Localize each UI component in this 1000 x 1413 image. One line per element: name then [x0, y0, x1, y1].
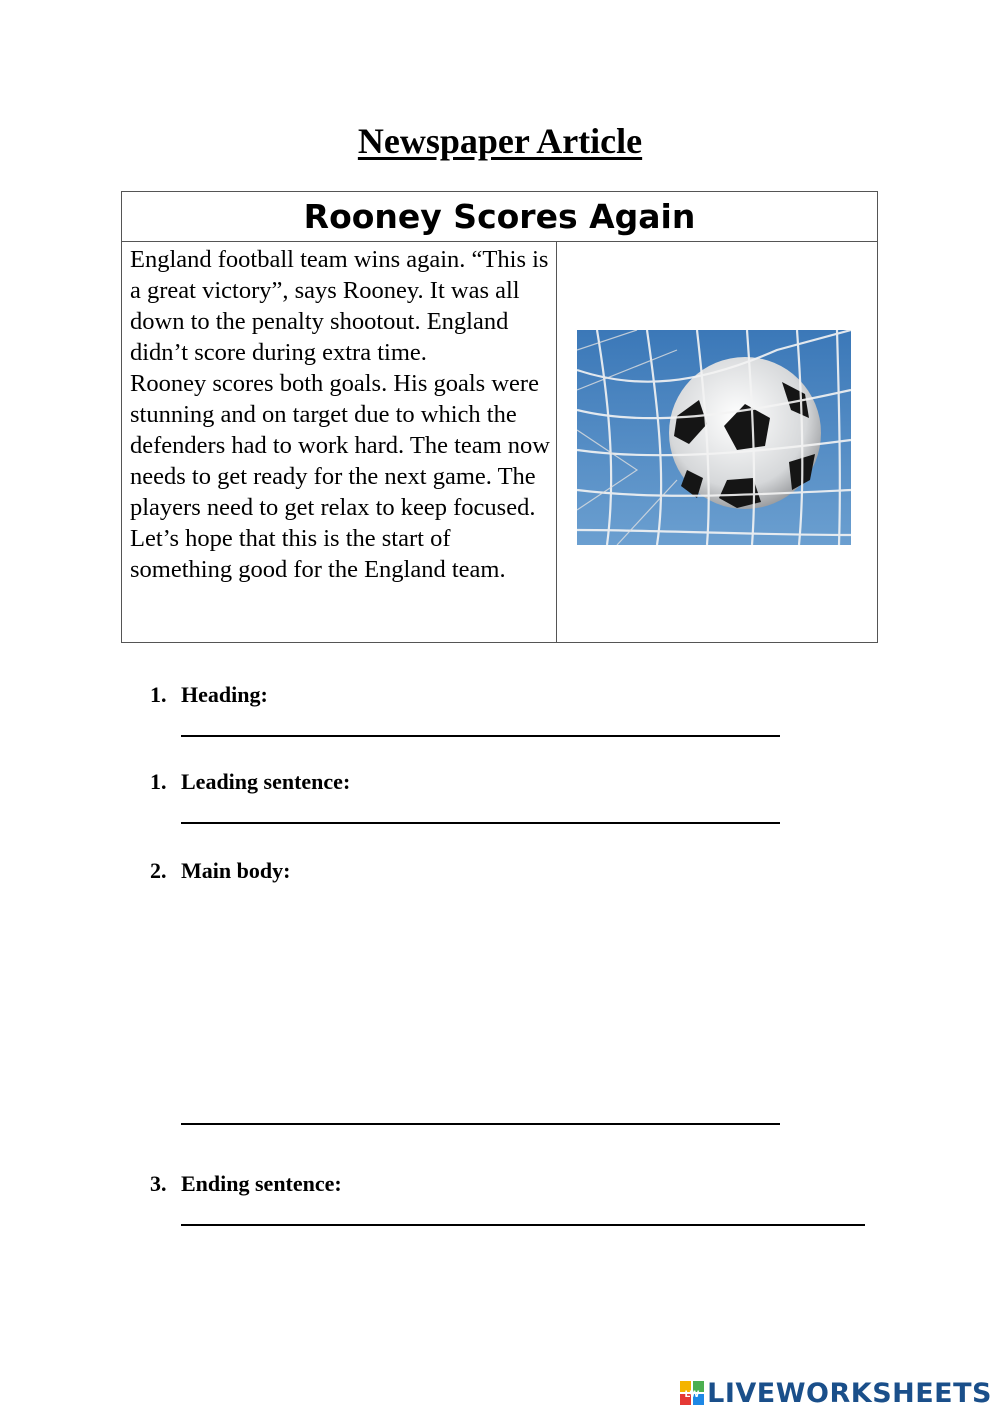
article-headline: Rooney Scores Again — [122, 192, 877, 242]
page-title: Newspaper Article — [357, 121, 643, 161]
question-label: Leading sentence: — [181, 769, 351, 794]
soccer-ball-photo — [577, 330, 851, 545]
article-paragraph: Let’s hope that this is the start of something good for the England team. — [130, 525, 506, 583]
liveworksheets-brand — [679, 1377, 992, 1409]
answer-line-main-body[interactable] — [181, 1123, 780, 1125]
article-image-cell — [557, 242, 877, 642]
question-number: 1. — [150, 769, 167, 794]
answer-line-heading[interactable] — [181, 735, 780, 737]
liveworksheets-logo-icon — [679, 1380, 705, 1406]
question-number: 3. — [150, 1171, 167, 1196]
question-number: 2. — [150, 858, 167, 883]
answer-line-ending-sentence[interactable] — [181, 1224, 865, 1226]
question-number: 1. — [150, 682, 167, 707]
article-body — [122, 242, 557, 642]
question-label: Heading: — [181, 682, 268, 707]
question-label: Main body: — [181, 858, 291, 883]
article-paragraph: England football team wins again. “This is a great victory”, says Rooney. It was all down to the penalty shootout. England didn’t score during extra time. — [130, 246, 549, 366]
svg-text:LW: LW — [684, 1390, 700, 1400]
answer-line-leading-sentence[interactable] — [181, 822, 780, 824]
article-paragraph: Rooney scores both goals. His goals were stunning and on target due to which the defenders had to work hard. The team now needs to get ready for the next game. The players need to get relax to keep focused. — [130, 370, 550, 521]
article-table — [121, 191, 878, 643]
question-label: Ending sentence: — [181, 1171, 342, 1196]
brand-name: LIVEWORKSHEETS — [707, 1377, 992, 1409]
